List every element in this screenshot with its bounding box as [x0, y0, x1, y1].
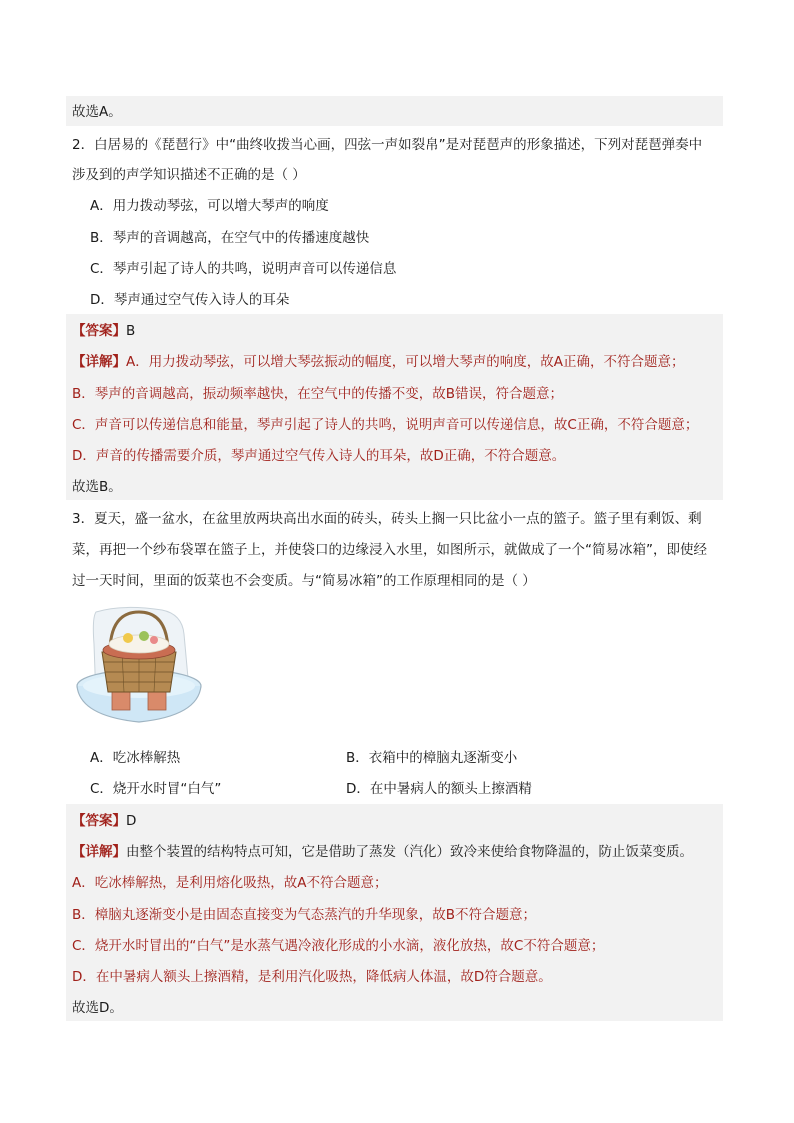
q3-option-c: C．烧开水时冒“白气” [90, 781, 222, 797]
q2-answer-label: 【答案】 [72, 323, 126, 339]
q3-detail-label: 【详解】 [72, 844, 126, 860]
q2-stem-line1: 2．白居易的《琵琶行》中“曲终收拨当心画，四弦一声如裂帛”是对琵琶声的形象描述，下列对琵琶弹奏中 [72, 137, 703, 153]
q1-conclusion: 故选A。 [72, 104, 122, 120]
q2-detail-line3: C．声音可以传递信息和能量，琴声引起了诗人的共鸣，说明声音可以传递信息，故C正确，不符合题意； [72, 417, 699, 433]
q2-answer-value: B [126, 323, 136, 339]
q3-answer-value: D [126, 813, 137, 829]
q3-stem-line3: 过一天时间，里面的饭菜也不会变质。与“简易冰箱”的工作原理相同的是（ ） [72, 573, 536, 589]
q2-option-a: A．用力拨动琴弦，可以增大琴声的响度 [90, 198, 329, 214]
q3-detail-intro-text: 由整个装置的结构特点可知，它是借助了蒸发（汽化）致冷来使给食物降温的，防止饭菜变质。 [126, 844, 693, 860]
q2-detail-text: A．用力拨动琴弦，可以增大琴弦振动的幅度，可以增大琴声的响度，故A正确，不符合题意； [126, 354, 685, 370]
q3-option-b: B．衣箱中的樟脑丸逐渐变小 [346, 750, 518, 766]
q2-conclusion: 故选B。 [72, 479, 122, 495]
q3-detail-line4: D．在中暑病人额头上擦酒精，是利用汽化吸热，降低病人体温，故D符合题意。 [72, 969, 552, 985]
q3-stem-line2: 菜，再把一个纱布袋罩在篮子上，并使袋口的边缘浸入水里，如图所示，就做成了一个“简易冰箱”，即使经 [72, 542, 707, 558]
q3-detail-line1: A．吃冰棒解热，是利用熔化吸热，故A不符合题意； [72, 875, 388, 891]
q2-answer [72, 322, 135, 340]
q3-conclusion: 故选D。 [72, 1000, 123, 1016]
q3-option-a: A．吃冰棒解热 [90, 750, 181, 766]
q3-detail-line2: B．樟脑丸逐渐变小是由固态直接变为气态蒸汽的升华现象，故B不符合题意； [72, 907, 537, 923]
q3-answer-label: 【答案】 [72, 813, 126, 829]
q2-detail-line4: D．声音的传播需要介质，琴声通过空气传入诗人的耳朵，故D正确，不符合题意。 [72, 448, 566, 464]
q3-option-d: D．在中暑病人的额头上擦酒精 [346, 781, 532, 797]
q3-answer [72, 812, 136, 830]
q2-option-c: C．琴声引起了诗人的共鸣，说明声音可以传递信息 [90, 261, 397, 277]
q3-detail-intro [72, 843, 693, 861]
q2-answer-shade [66, 314, 723, 500]
q2-option-b: B．琴声的音调越高，在空气中的传播速度越快 [90, 230, 370, 246]
q3-stem-line1: 3．夏天，盛一盆水，在盆里放两块高出水面的砖头，砖头上搁一只比盆小一点的篮子。篮子里有剩饭、剩 [72, 511, 702, 527]
q2-option-d: D．琴声通过空气传入诗人的耳朵 [90, 292, 290, 308]
simple-fridge-figure [72, 604, 206, 726]
q2-stem-line2: 涉及到的声学知识描述不正确的是（ ） [72, 167, 306, 183]
q1-tail-shade [66, 96, 723, 126]
q2-detail-line2: B．琴声的音调越高，振动频率越快，在空气中的传播不变，故B错误，符合题意； [72, 386, 564, 402]
simple-fridge-illustration [72, 604, 206, 726]
q2-detail-line1 [72, 353, 684, 371]
q2-detail-label: 【详解】 [72, 354, 126, 370]
q3-detail-line3: C．烧开水时冒出的“白气”是水蒸气遇冷液化形成的小水滴，液化放热，故C不符合题意； [72, 938, 605, 954]
